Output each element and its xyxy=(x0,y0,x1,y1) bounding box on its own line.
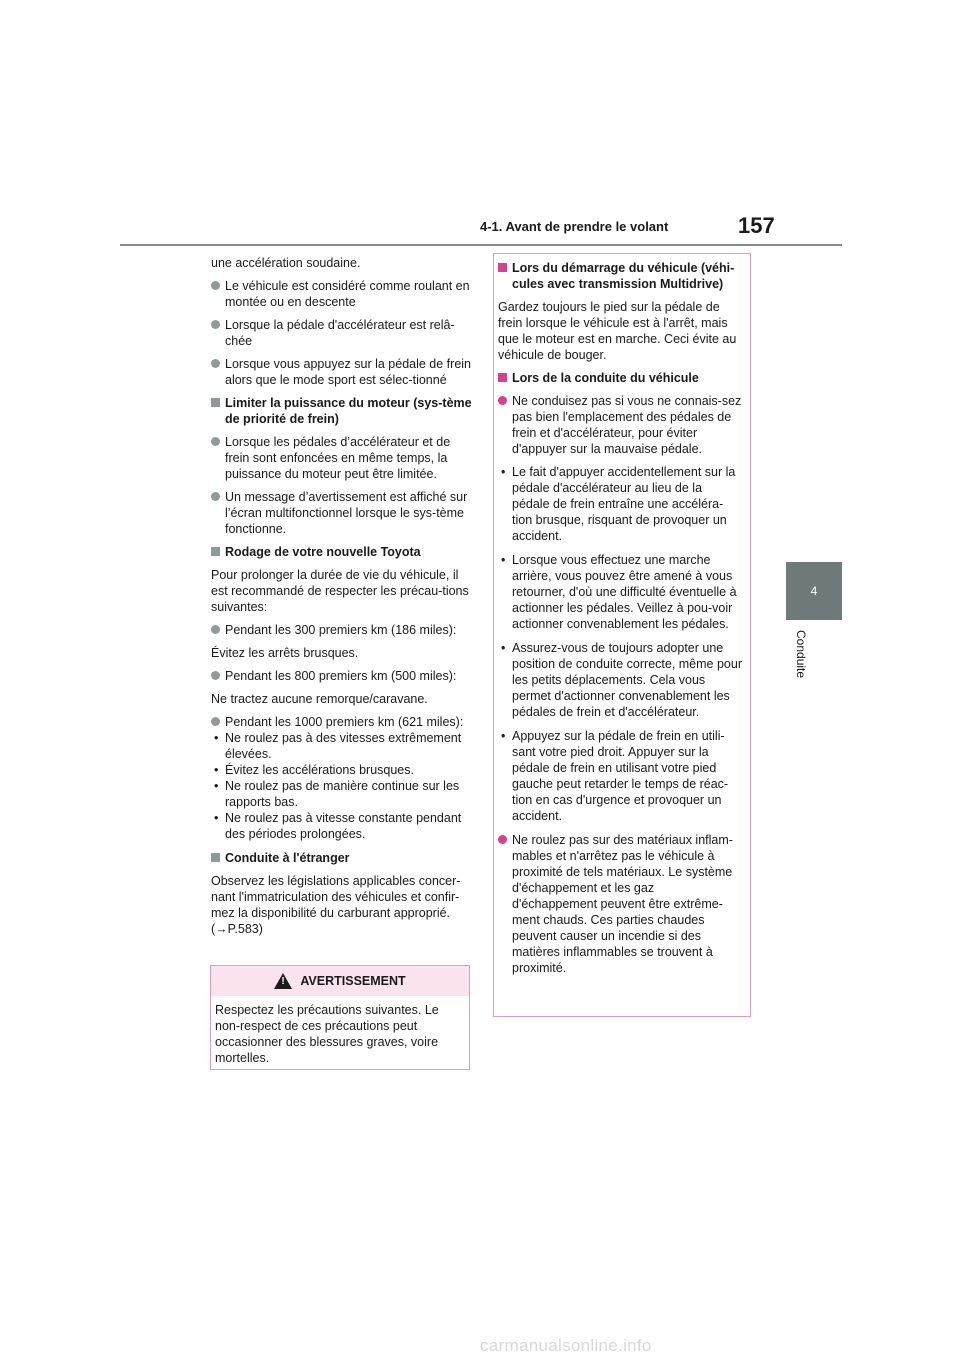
section-title: 4-1. Avant de prendre le volant xyxy=(480,219,669,234)
header-rule xyxy=(120,244,842,246)
list-item: Lorsque la pédale d'accélérateur est relâ-chée xyxy=(211,317,473,349)
watermark: carmanualsonline.info xyxy=(480,1336,652,1355)
bullet-icon xyxy=(211,320,220,329)
dash-item: • Évitez les accélérations brusques. xyxy=(214,763,414,777)
list-item: Un message d’avertissement est affiché sur l’écran multifonctionnel lorsque le sys-tème fonctionne. xyxy=(211,489,473,537)
dash-item: • Lorsque vous effectuez une marche arrière, vous pouvez être amené à vous retourner, d'où une difficulté éventuelle à actionner les pédales. Veillez à pou-voir actionner convenablement les pédales. xyxy=(501,553,737,631)
bullet-icon xyxy=(498,396,507,405)
square-icon xyxy=(211,398,220,407)
warning-box xyxy=(210,965,470,1070)
bullet-icon xyxy=(211,359,220,368)
list-item: Pendant les 1000 premiers km (621 miles): xyxy=(211,714,473,730)
subheading: Conduite à l'étranger xyxy=(211,850,473,866)
bullet-icon xyxy=(211,717,220,726)
right-column-warning-box xyxy=(493,253,751,1017)
list-item: Lorsque vous appuyez sur la pédale de frein alors que le mode sport est sélec-tionné xyxy=(211,356,473,388)
page-number: 157 xyxy=(738,213,775,238)
subheading: Limiter la puissance du moteur (sys-tème de priorité de frein) xyxy=(211,395,473,427)
paragraph: Observez les législations applicables concer-nant l'immatriculation des véhicules et confir-mez la disponibilité du carburant approprié. (→P.583) xyxy=(211,874,461,936)
dash-item: • Ne roulez pas de manière continue sur les rapports bas. xyxy=(214,779,460,809)
paragraph: Évitez les arrêts brusques. xyxy=(211,646,359,660)
bullet-icon xyxy=(498,835,507,844)
chapter-tab[interactable]: 4 xyxy=(786,562,842,620)
list-item: Ne roulez pas sur des matériaux inflam-mables et n'arrêtez pas le véhicule à proximité de tels matériaux. Le système d'échappement et les gaz d'échappement peuvent être extrême-ment chauds. Ces parties chaudes peuvent causer un incendie si des matières inflammables se trouvent à proximité. xyxy=(498,832,742,976)
list-item: Pendant les 300 premiers km (186 miles): xyxy=(211,622,473,638)
square-icon xyxy=(498,373,507,382)
subheading: Lors de la conduite du véhicule xyxy=(498,370,742,386)
subheading: Lors du démarrage du véhicule (véhi-cules avec transmission Multidrive) xyxy=(498,260,742,292)
square-icon xyxy=(211,547,220,556)
dash-item: • Le fait d'appuyer accidentellement sur la pédale d'accélérateur au lieu de la pédale de frein entraîne une accéléra-tion brusque, risquant de provoquer un accident. xyxy=(501,465,736,543)
paragraph: Ne tractez aucune remorque/caravane. xyxy=(211,692,428,706)
warning-body: Respectez les précautions suivantes. Le non-respect de ces précautions peut occasionner des blessures graves, voire mortelles. xyxy=(215,1003,439,1065)
subheading: Rodage de votre nouvelle Toyota xyxy=(211,544,473,560)
list-item: Pendant les 800 premiers km (500 miles): xyxy=(211,668,473,684)
intro-text: une accélération soudaine. xyxy=(211,256,361,270)
bullet-icon xyxy=(211,437,220,446)
dash-item: • Assurez-vous de toujours adopter une position de conduite correcte, même pour les petits déplacements. Cela vous permet d'actionner convenablement les pédales de frein et d'accélérateur. xyxy=(501,641,742,719)
list-item: Le véhicule est considéré comme roulant en montée ou en descente xyxy=(211,278,473,310)
list-item: Lorsque les pédales d’accélérateur et de frein sont enfoncées en même temps, la puissance du moteur peut être limitée. xyxy=(211,434,473,482)
list-item: Ne conduisez pas si vous ne connais-sez pas bien l'emplacement des pédales de frein et d'accélérateur, pour éviter d'appuyer sur la mauvaise pédale. xyxy=(498,393,742,457)
bullet-icon xyxy=(211,671,220,680)
left-column xyxy=(211,255,473,944)
square-icon xyxy=(498,263,507,272)
paragraph: Pour prolonger la durée de vie du véhicule, il est recommandé de respecter les précau-tions suivantes: xyxy=(211,568,469,614)
dash-item: • Appuyez sur la pédale de frein en utili-sant votre pied droit. Appuyer sur la pédale de frein en utilisant votre pied gauche peut retarder le temps de réac-tion en cas d'urgence et provoquer un accident. xyxy=(501,729,729,823)
bullet-icon xyxy=(211,492,220,501)
paragraph: Gardez toujours le pied sur la pédale de frein lorsque le véhicule est à l'arrêt, mais que le moteur est en marche. Ceci évite au véhicule de bouger. xyxy=(498,300,737,362)
warning-title: AVERTISSEMENT xyxy=(300,974,406,988)
square-icon xyxy=(211,853,220,862)
chapter-tab-label: Conduite xyxy=(794,630,808,679)
warning-header xyxy=(211,966,469,996)
dash-item: • Ne roulez pas à des vitesses extrêmement élevées. xyxy=(214,731,462,761)
dash-item: • Ne roulez pas à vitesse constante pendant des périodes prolongées. xyxy=(214,811,462,841)
bullet-icon xyxy=(211,625,220,634)
warning-triangle-icon: ! xyxy=(274,973,292,989)
bullet-icon xyxy=(211,281,220,290)
